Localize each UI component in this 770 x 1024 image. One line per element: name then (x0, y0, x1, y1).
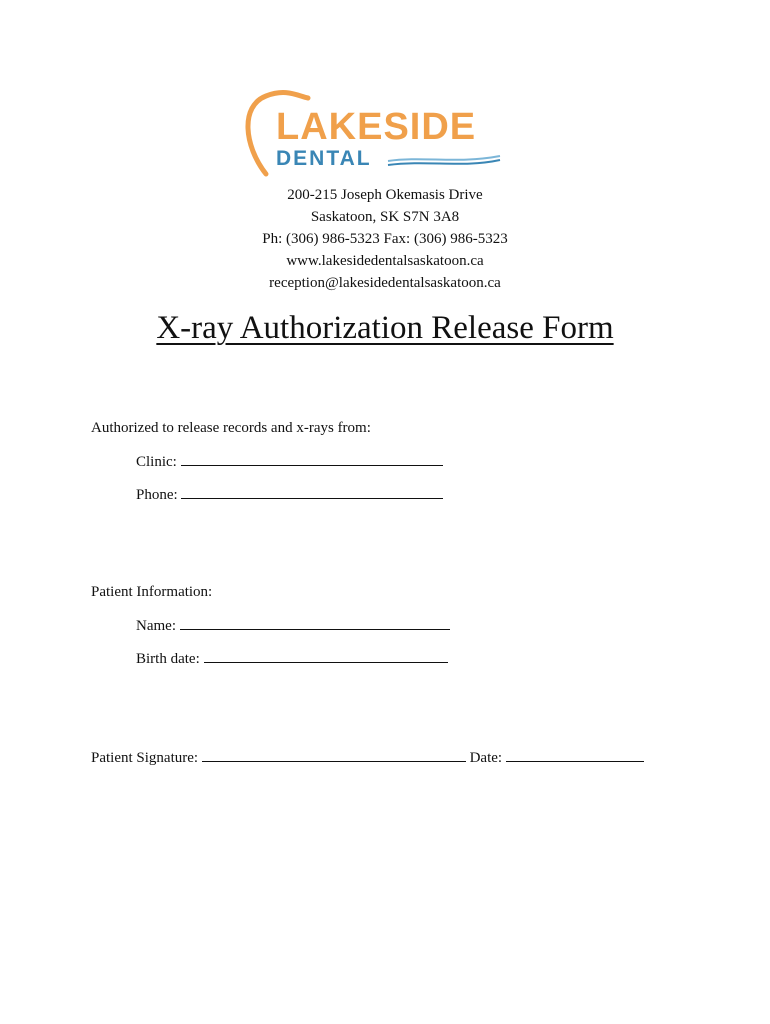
phone-row (136, 484, 443, 505)
name-label: Name: (136, 618, 176, 634)
logo-text-lakeside: LAKESIDE (276, 106, 477, 148)
address-website[interactable]: www.lakesidedentalsaskatoon.ca (286, 253, 484, 269)
address-phone-fax: Ph: (306) 986-5323 Fax: (306) 986-5323 (262, 231, 508, 247)
date-field[interactable] (506, 747, 644, 762)
patient-heading: Patient Information: (91, 584, 213, 600)
address-city: Saskatoon, SK S7N 3A8 (310, 209, 460, 225)
name-row (136, 615, 450, 636)
birth-date-label: Birth date: (136, 651, 200, 667)
signature-label: Patient Signature: (91, 750, 199, 766)
clinic-label: Clinic: (136, 454, 177, 470)
date-label: Date: (469, 750, 503, 766)
clinic-row (136, 451, 443, 472)
phone-label: Phone: (136, 487, 178, 503)
logo-text-dental: DENTAL (276, 147, 372, 170)
lakeside-dental-logo (238, 86, 508, 186)
release-heading: Authorized to release records and x-rays from: (91, 420, 371, 436)
birth-date-field[interactable] (204, 648, 448, 663)
form-title-text: X-ray Authorization Release Form (156, 310, 614, 346)
name-field[interactable] (180, 615, 450, 630)
birth-date-row (136, 648, 448, 669)
signature-row (91, 747, 644, 768)
clinic-field[interactable] (181, 451, 443, 466)
phone-field[interactable] (181, 484, 443, 499)
form-title (0, 306, 770, 350)
address-email[interactable]: reception@lakesidedentalsaskatoon.ca (269, 275, 501, 291)
address-street: 200-215 Joseph Okemasis Drive (287, 187, 483, 203)
signature-field[interactable] (202, 747, 466, 762)
clinic-address-block (0, 184, 770, 294)
